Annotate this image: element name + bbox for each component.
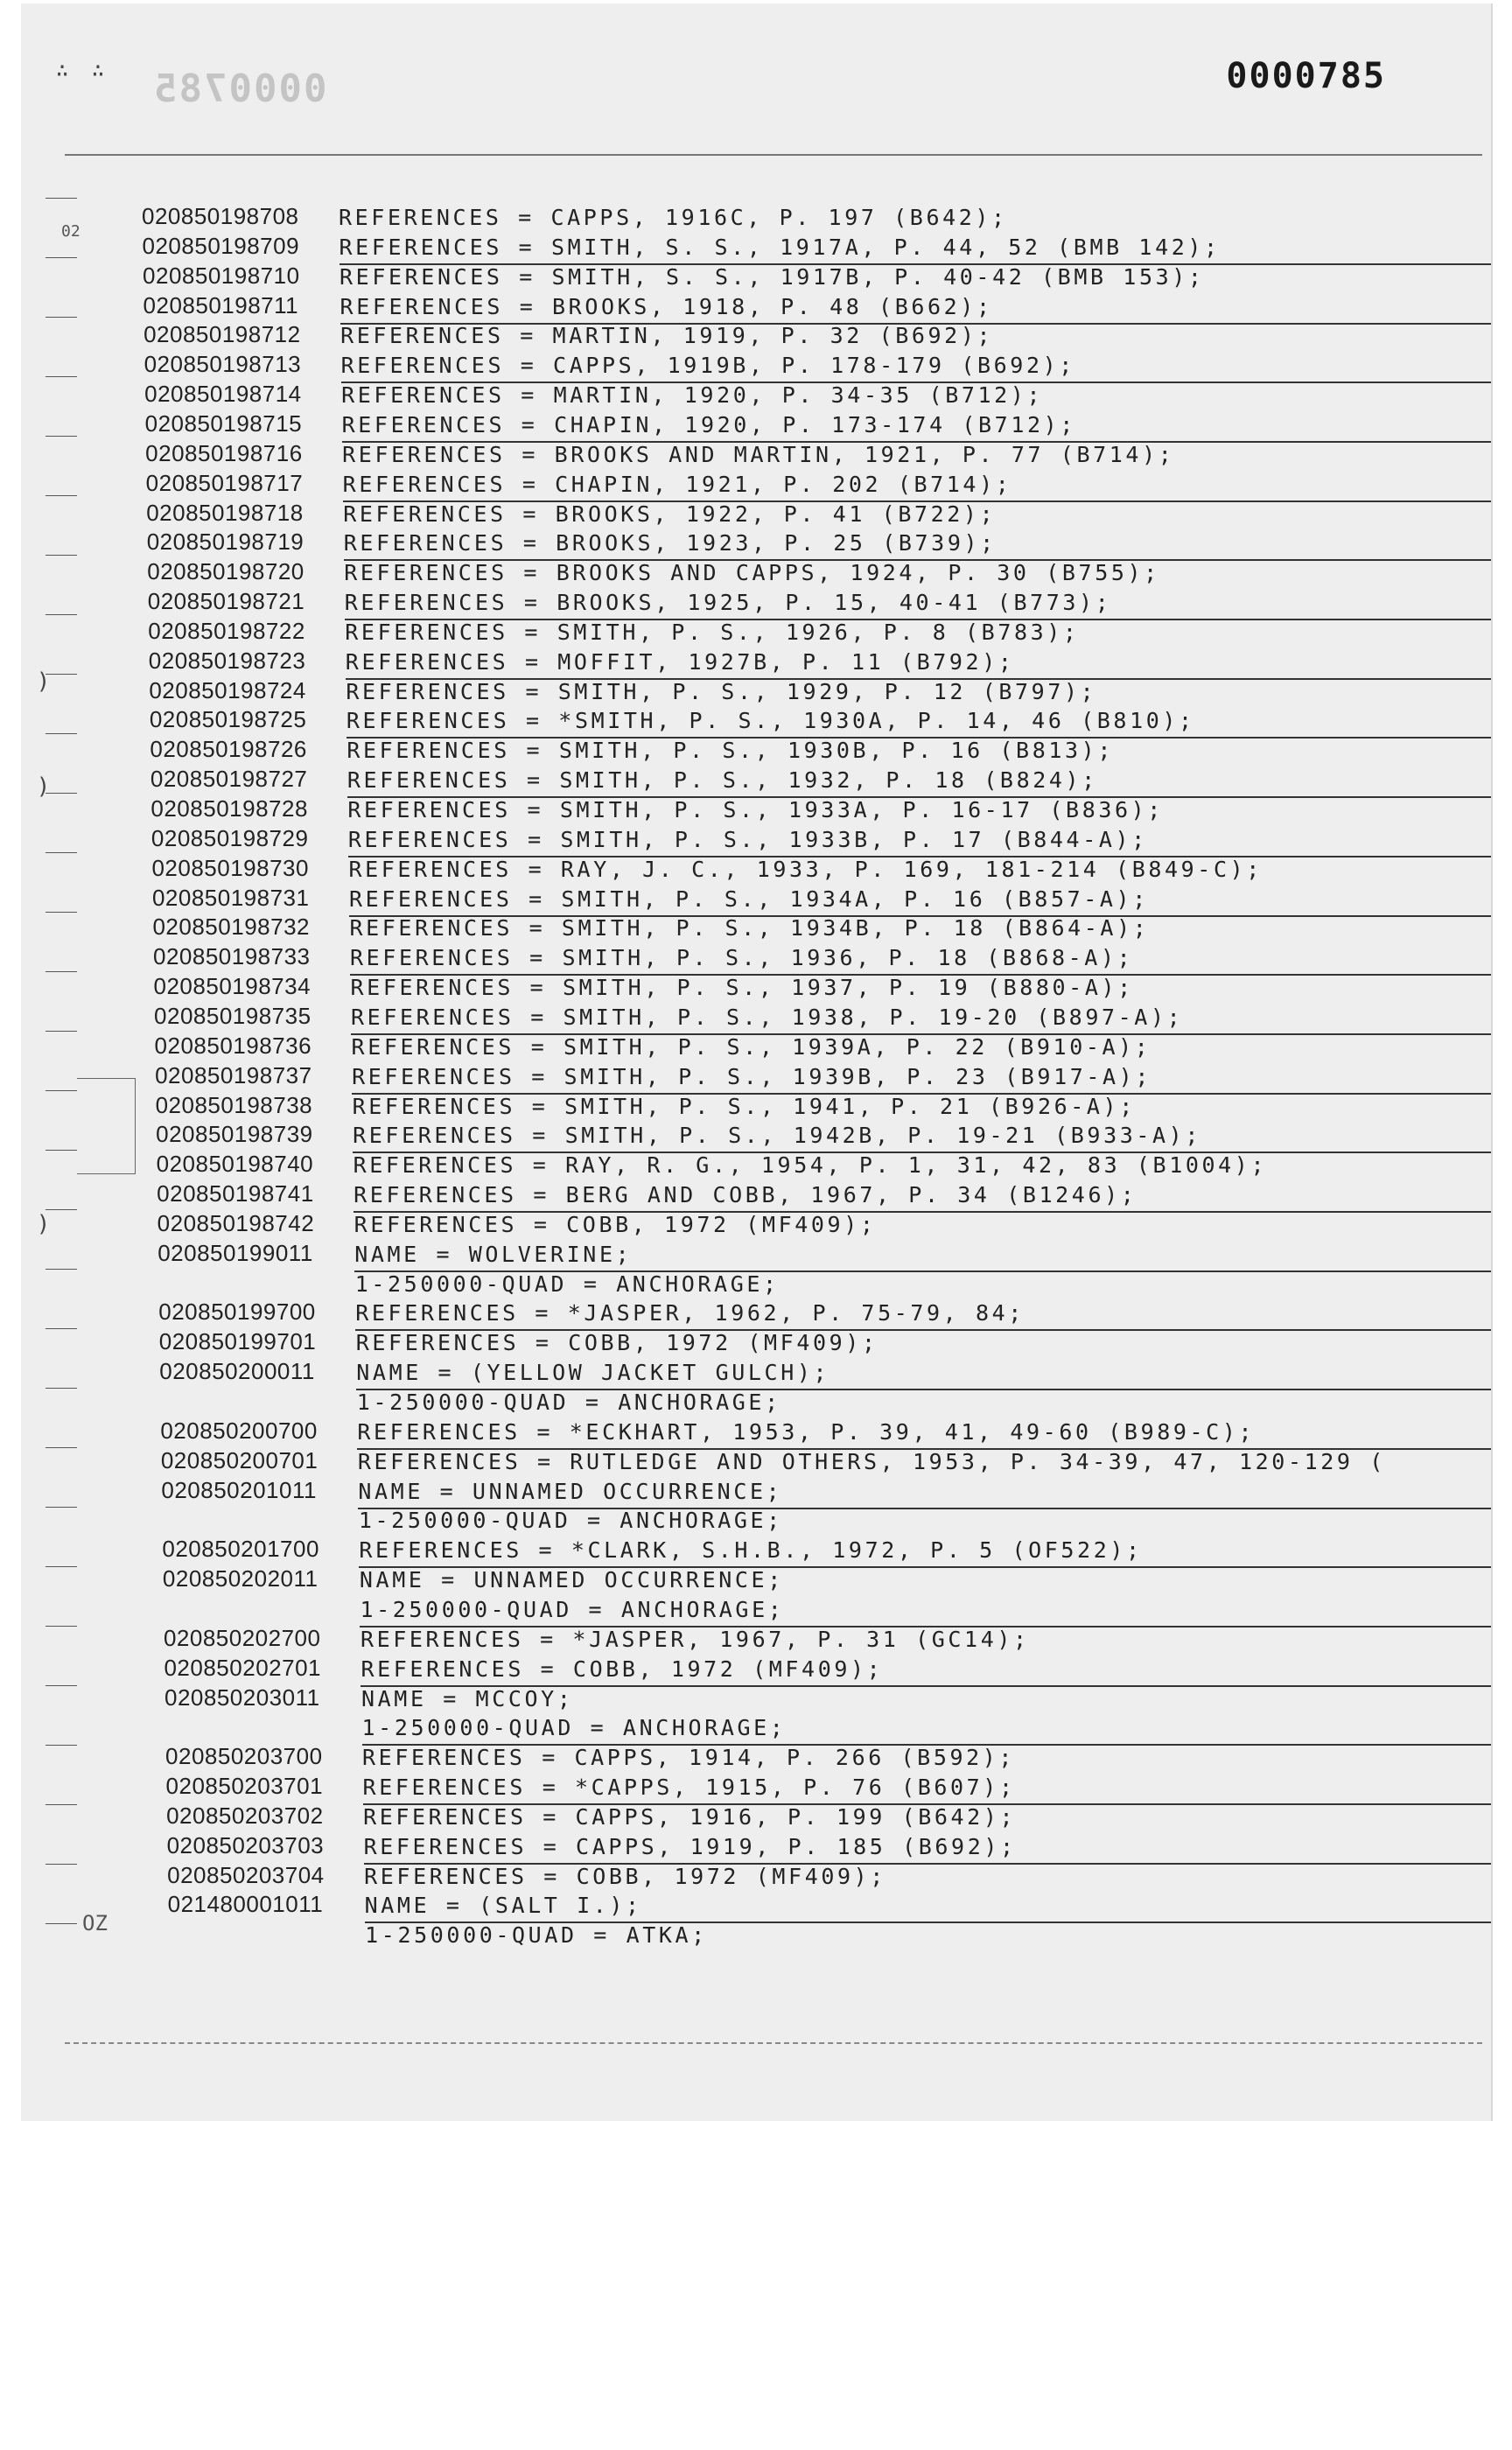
record-text: 1-250000-QUAD = ANCHORAGE; <box>360 1596 785 1622</box>
record-text: REFERENCES = SMITH, P. S., 1934A, P. 16 (B857-A); <box>348 886 1149 912</box>
record-id: 020850202700 <box>163 1624 321 1651</box>
margin-tick <box>46 1864 77 1865</box>
margin-tick <box>46 1745 77 1746</box>
record-text: REFERENCES = SMITH, S. S., 1917B, P. 40-42 (BMB 153); <box>340 263 1205 290</box>
record-text: REFERENCES = CAPPS, 1916, P. 199 (B642); <box>363 1803 1017 1830</box>
margin-mark-left: 02 <box>61 222 80 241</box>
record-text: REFERENCES = RAY, R. G., 1954, P. 1, 31, 42, 83 (B1004); <box>353 1152 1268 1179</box>
record-text: REFERENCES = SMITH, P. S., 1929, P. 12 (B797); <box>346 678 1097 704</box>
record-id: 020850198718 <box>146 499 304 526</box>
record-id: 020850198739 <box>156 1121 313 1148</box>
record-id: 020850201700 <box>162 1536 319 1563</box>
record-id: 020850198722 <box>148 617 305 644</box>
record-text: 1-250000-QUAD = ANCHORAGE; <box>354 1270 780 1297</box>
record-text: 1-250000-QUAD = ANCHORAGE; <box>358 1508 783 1534</box>
margin-tick <box>46 1269 77 1270</box>
record-id: 020850198726 <box>150 736 307 763</box>
record-text: NAME = (SALT I.); <box>364 1893 642 1919</box>
margin-paren: ) <box>38 1211 48 1237</box>
record-id: 020850200701 <box>160 1446 318 1474</box>
record-text: REFERENCES = CHAPIN, 1921, P. 202 (B714); <box>342 471 1012 497</box>
record-text: REFERENCES = COBB, 1972 (MF409); <box>360 1656 884 1682</box>
record-text: REFERENCES = MARTIN, 1920, P. 34-35 (B712); <box>341 382 1044 409</box>
record-text: NAME = MCCOY; <box>361 1685 574 1712</box>
record-text: REFERENCES = BROOKS, 1918, P. 48 (B662); <box>340 293 993 319</box>
record-text: REFERENCES = CAPPS, 1919B, P. 178-179 (B692); <box>340 353 1075 379</box>
record-text: REFERENCES = BROOKS, 1922, P. 41 (B722); <box>343 500 997 527</box>
margin-tick <box>46 1923 77 1924</box>
record-text: REFERENCES = *CLARK, S.H.B., 1972, P. 5 (OF522); <box>359 1537 1143 1564</box>
record-id: 020850203701 <box>165 1773 324 1800</box>
record-text: REFERENCES = CHAPIN, 1920, P. 173-174 (B712); <box>341 411 1076 438</box>
margin-tick <box>46 733 77 734</box>
record-id: 020850198714 <box>144 381 302 408</box>
record-text: REFERENCES = SMITH, P. S., 1930B, P. 16 (B813); <box>346 738 1114 764</box>
record-id: 020850198728 <box>150 795 308 822</box>
record-id: 020850198741 <box>157 1180 314 1208</box>
record-id: 020850198731 <box>151 884 310 911</box>
record-text: REFERENCES = COBB, 1972 (MF409); <box>354 1211 877 1237</box>
record-listing <box>21 4 1491 2104</box>
margin-tick <box>46 317 77 318</box>
record-id: 020850198737 <box>155 1061 312 1088</box>
record-text: 1-250000-QUAD = ANCHORAGE; <box>356 1390 781 1415</box>
record-text: REFERENCES = SMITH, P. S., 1926, P. 8 (B783); <box>345 619 1080 645</box>
margin-tick <box>46 1447 77 1448</box>
record-id: 020850198740 <box>156 1151 314 1178</box>
record-text: REFERENCES = CAPPS, 1919, P. 185 (B692); <box>363 1833 1017 1859</box>
margin-tick <box>46 376 77 377</box>
record-id: 020850198733 <box>153 943 311 970</box>
margin-tick <box>46 436 77 437</box>
record-id: 020850198742 <box>157 1209 315 1236</box>
bleed-through-stamp: 0000785 <box>152 66 327 111</box>
margin-tick <box>46 555 77 556</box>
margin-tick <box>46 674 77 675</box>
record-id: 020850198725 <box>149 706 307 733</box>
record-text: REFERENCES = SMITH, S. S., 1917A, P. 44, 52 (BMB 142); <box>339 234 1221 260</box>
margin-tick <box>46 793 77 794</box>
record-text: REFERENCES = SMITH, P. S., 1937, P. 19 (B880-A); <box>350 975 1134 1001</box>
margin-tick <box>46 1031 77 1032</box>
record-text: NAME = WOLVERINE; <box>354 1241 633 1267</box>
record-id: 020850199701 <box>158 1328 317 1355</box>
record-id: 020850198724 <box>149 676 306 704</box>
record-text: 1-250000-QUAD = ANCHORAGE; <box>361 1715 787 1741</box>
record-text: REFERENCES = MOFFIT, 1927B, P. 11 (B792); <box>345 648 1015 675</box>
record-text: REFERENCES = SMITH, P. S., 1934B, P. 18 (B864-A); <box>349 915 1150 942</box>
record-id: 020850203704 <box>167 1861 325 1888</box>
record-id: 020850198708 <box>142 203 299 229</box>
record-id: 020850198727 <box>150 766 308 793</box>
margin-tick <box>46 1507 77 1508</box>
record-text: REFERENCES = *ECKHART, 1953, P. 39, 41, 49-60 (B989-C); <box>357 1418 1256 1445</box>
record-text: REFERENCES = SMITH, P. S., 1932, P. 18 (B824); <box>346 767 1098 794</box>
record-id: 020850200011 <box>159 1358 315 1385</box>
record-id: 020850203702 <box>166 1802 324 1829</box>
record-id: 020850200700 <box>160 1417 318 1444</box>
record-text: REFERENCES = BROOKS, 1925, P. 15, 40-41 (B773); <box>344 590 1112 616</box>
margin-tick <box>46 495 77 496</box>
record-text: REFERENCES = SMITH, P. S., 1936, P. 18 (B868-A); <box>350 945 1134 971</box>
record-text: REFERENCES = COBB, 1972 (MF409); <box>364 1863 886 1889</box>
record-id: 020850198730 <box>151 854 309 881</box>
record-text: REFERENCES = BROOKS AND CAPPS, 1924, P. 30 (B755); <box>344 560 1160 586</box>
record-text: REFERENCES = MARTIN, 1919, P. 32 (B692); <box>340 323 994 349</box>
record-id: 020850198720 <box>147 558 304 585</box>
record-text: REFERENCES = COBB, 1972 (MF409); <box>355 1330 878 1356</box>
margin-tick <box>46 1804 77 1805</box>
margin-tick <box>46 971 77 972</box>
margin-mark-bottom: OZ <box>82 1911 108 1936</box>
margin-tick <box>46 1209 77 1210</box>
margin-tick <box>46 852 77 853</box>
record-id: 020850198721 <box>147 588 305 615</box>
margin-tick <box>46 1566 77 1567</box>
record-text: REFERENCES = BROOKS, 1923, P. 25 (B739); <box>343 530 997 556</box>
margin-tick <box>46 1626 77 1627</box>
margin-tick <box>46 1685 77 1686</box>
record-text: REFERENCES = SMITH, P. S., 1939B, P. 23 (B917-A); <box>352 1063 1152 1089</box>
margin-tick <box>46 1090 77 1091</box>
record-text: REFERENCES = *CAPPS, 1915, P. 76 (B607); <box>362 1774 1016 1801</box>
record-text: REFERENCES = BROOKS AND MARTIN, 1921, P. 77 (B714); <box>342 441 1175 467</box>
record-text: REFERENCES = BERG AND COBB, 1967, P. 34 (B1246); <box>354 1182 1138 1208</box>
record-text: NAME = (YELLOW JACKET GULCH); <box>356 1360 830 1386</box>
margin-tick <box>46 1388 77 1389</box>
record-text: REFERENCES = SMITH, P. S., 1933B, P. 17 (B844-A); <box>347 826 1148 852</box>
record-id: 020850203700 <box>165 1743 323 1770</box>
margin-tick <box>46 1328 77 1329</box>
margin-mark-top: ∴ ∴ <box>56 58 110 82</box>
margin-tick <box>46 198 77 199</box>
record-text: REFERENCES = *JASPER, 1962, P. 75-79, 84; <box>355 1300 1025 1326</box>
record-text: REFERENCES = SMITH, P. S., 1941, P. 21 (B926-A); <box>352 1093 1136 1119</box>
record-id: 020850203703 <box>166 1831 325 1858</box>
record-text: REFERENCES = *SMITH, P. S., 1930A, P. 14, 46 (B810); <box>346 708 1195 734</box>
margin-paren: ) <box>38 774 48 800</box>
record-id: 020850198719 <box>146 528 304 556</box>
record-id: 020850198716 <box>145 439 303 466</box>
record-id: 020850198732 <box>152 914 310 941</box>
record-id: 020850198734 <box>153 973 312 1000</box>
record-text: REFERENCES = CAPPS, 1916C, P. 197 (B642); <box>339 205 1008 230</box>
record-text: REFERENCES = SMITH, P. S., 1933A, P. 16-17 (B836); <box>347 797 1164 822</box>
record-text: REFERENCES = *JASPER, 1967, P. 31 (GC14); <box>360 1626 1030 1652</box>
record-text: REFERENCES = CAPPS, 1914, P. 266 (B592); <box>362 1745 1016 1771</box>
margin-tick <box>46 912 77 913</box>
record-id: 020850198713 <box>144 351 302 378</box>
record-id: 020850198738 <box>155 1091 313 1118</box>
record-id: 020850203011 <box>164 1684 320 1711</box>
record-text: REFERENCES = SMITH, P. S., 1939A, P. 22 (B910-A); <box>351 1033 1152 1060</box>
record-id: 020850198712 <box>144 321 301 348</box>
record-text: 1-250000-QUAD = ATKA; <box>365 1922 708 1949</box>
record-text: NAME = UNNAMED OCCURRENCE; <box>359 1567 784 1593</box>
record-text: NAME = UNNAMED OCCURRENCE; <box>358 1478 783 1504</box>
record-id: 020850198735 <box>154 1002 312 1029</box>
record-text: REFERENCES = RUTLEDGE AND OTHERS, 1953, P. 34-39, 47, 120-129 ( <box>357 1448 1386 1474</box>
record-id: 020850202701 <box>164 1654 321 1681</box>
margin-tick <box>46 614 77 615</box>
record-id: 020850198717 <box>145 469 304 496</box>
record-id: 020850199700 <box>158 1298 316 1326</box>
record-id: 020850202011 <box>162 1565 318 1592</box>
margin-tick <box>46 257 77 258</box>
record-id: 020850201011 <box>161 1476 317 1503</box>
record-id: 020850199011 <box>158 1239 313 1266</box>
record-text: REFERENCES = SMITH, P. S., 1938, P. 19-20 (B897-A); <box>351 1004 1184 1030</box>
record-id: 020850198709 <box>142 232 300 259</box>
record-text: REFERENCES = SMITH, P. S., 1942B, P. 19-21 (B933-A); <box>353 1123 1201 1149</box>
record-id: 020850198710 <box>143 262 300 289</box>
page-number-stamp: 0000785 <box>1226 56 1386 96</box>
record-id: 020850198736 <box>154 1032 312 1059</box>
record-id: 020850198723 <box>148 647 306 674</box>
record-id: 021480001011 <box>167 1891 324 1918</box>
record-text: REFERENCES = RAY, J. C., 1933, P. 169, 181-214 (B849-C); <box>348 856 1263 882</box>
margin-tick <box>46 1150 77 1151</box>
record-id: 020850198729 <box>150 824 309 851</box>
record-id: 020850198715 <box>144 410 303 437</box>
record-id: 020850198711 <box>143 291 299 318</box>
margin-paren: ) <box>38 668 48 695</box>
scanned-page <box>21 4 1493 2121</box>
